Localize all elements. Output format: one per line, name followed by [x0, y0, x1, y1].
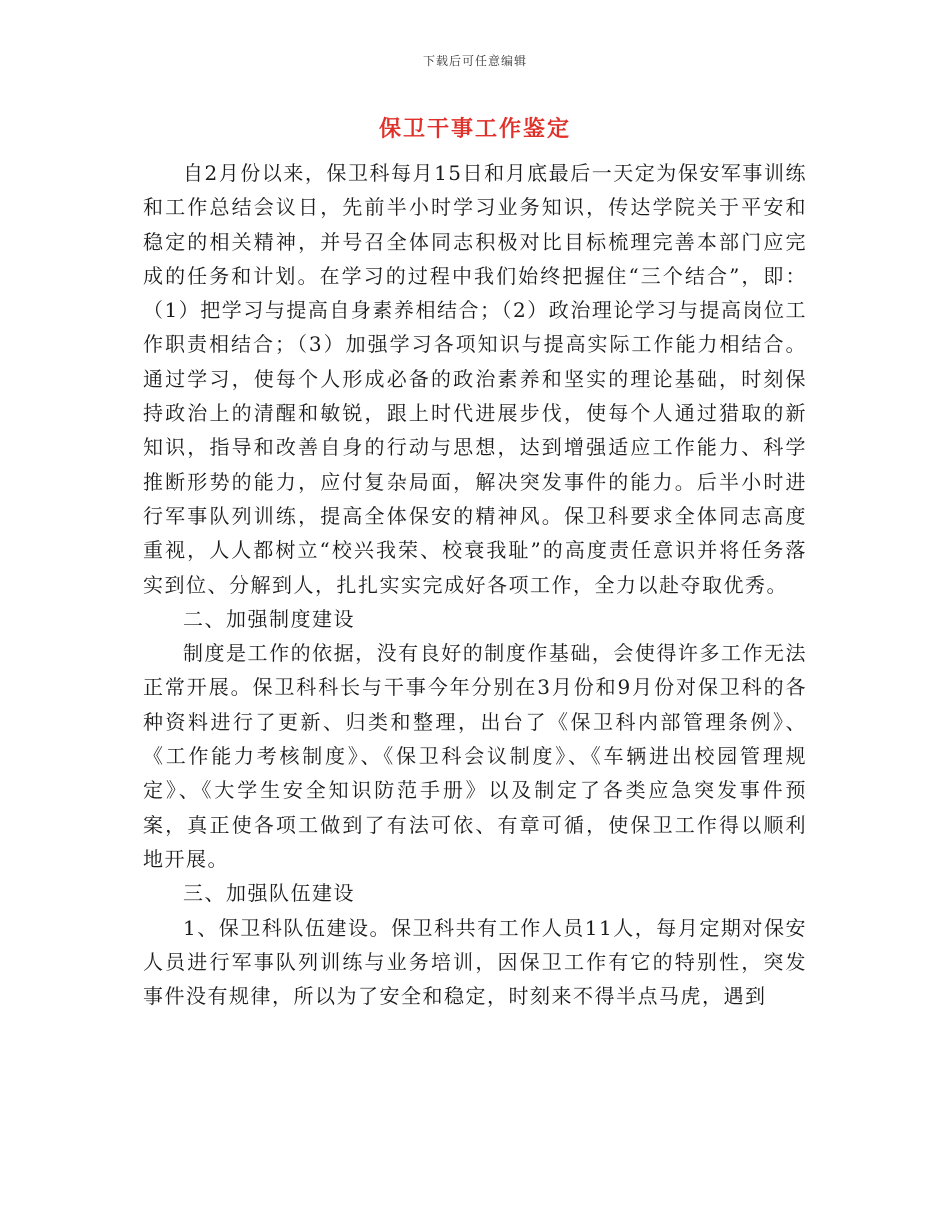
section-heading-team: 三、加强队伍建设: [183, 881, 355, 906]
document-title: 保卫干事工作鉴定: [378, 116, 571, 142]
paragraph-system: 制度是工作的依据，没有良好的制度作基础，会使得许多工作无法正常开展。保卫科科长与干事今年分别在3月份和9月份对保卫科的各种资料进行了更新、归类和整理，出台了《保卫科内部管理条例》、《工作能力考核制度》、《保卫科会议制度》、《车辆进出校园管理规定》、《大学生安全知识防范手册》以及制定了各类应急突发事件预案，真正使各项工做到了有法可依、有章可循，使保卫工作得以顺利地开展。: [143, 641, 807, 871]
header-note: 下载后可任意编辑: [422, 54, 527, 68]
section-heading-system: 二、加强制度建设: [183, 606, 355, 631]
paragraph-training: 自2月份以来，保卫科每月15日和月底最后一天定为保安军事训练和工作总结会议日，先前半小时学习业务知识，传达学院关于平安和稳定的相关精神，并号召全体同志积极对比目标梳理完善本部门应完成的任务和计划。在学习的过程中我们始终把握住“三个结合”，即：（1）把学习与提高自身素养相结合；（2）政治理论学习与提高岗位工作职责相结合；（3）加强学习各项知识与提高实际工作能力相结合。通过学习，使每个人形成必备的政治素养和坚实的理论基础，时刻保持政治上的清醒和敏锐，跟上时代进展步伐，使每个人通过猎取的新知识，指导和改善自身的行动与思想，达到增强适应工作能力、科学推断形势的能力，应付复杂局面，解决突发事件的能力。后半小时进行军事队列训练，提高全体保安的精神风。保卫科要求全体同志高度重视，人人都树立“校兴我荣、校衰我耻”的高度责任意识并将任务落实到位、分解到人，扎扎实实完成好各项工作，全力以赴夺取优秀。: [143, 161, 807, 597]
paragraph-team: 1、保卫科队伍建设。保卫科共有工作人员11人，每月定期对保安人员进行军事队列训练与业务培训，因保卫工作有它的特别性，突发事件没有规律，所以为了安全和稳定，时刻来不得半点马虎，遇到: [143, 915, 807, 1009]
document-body: [143, 156, 807, 1013]
